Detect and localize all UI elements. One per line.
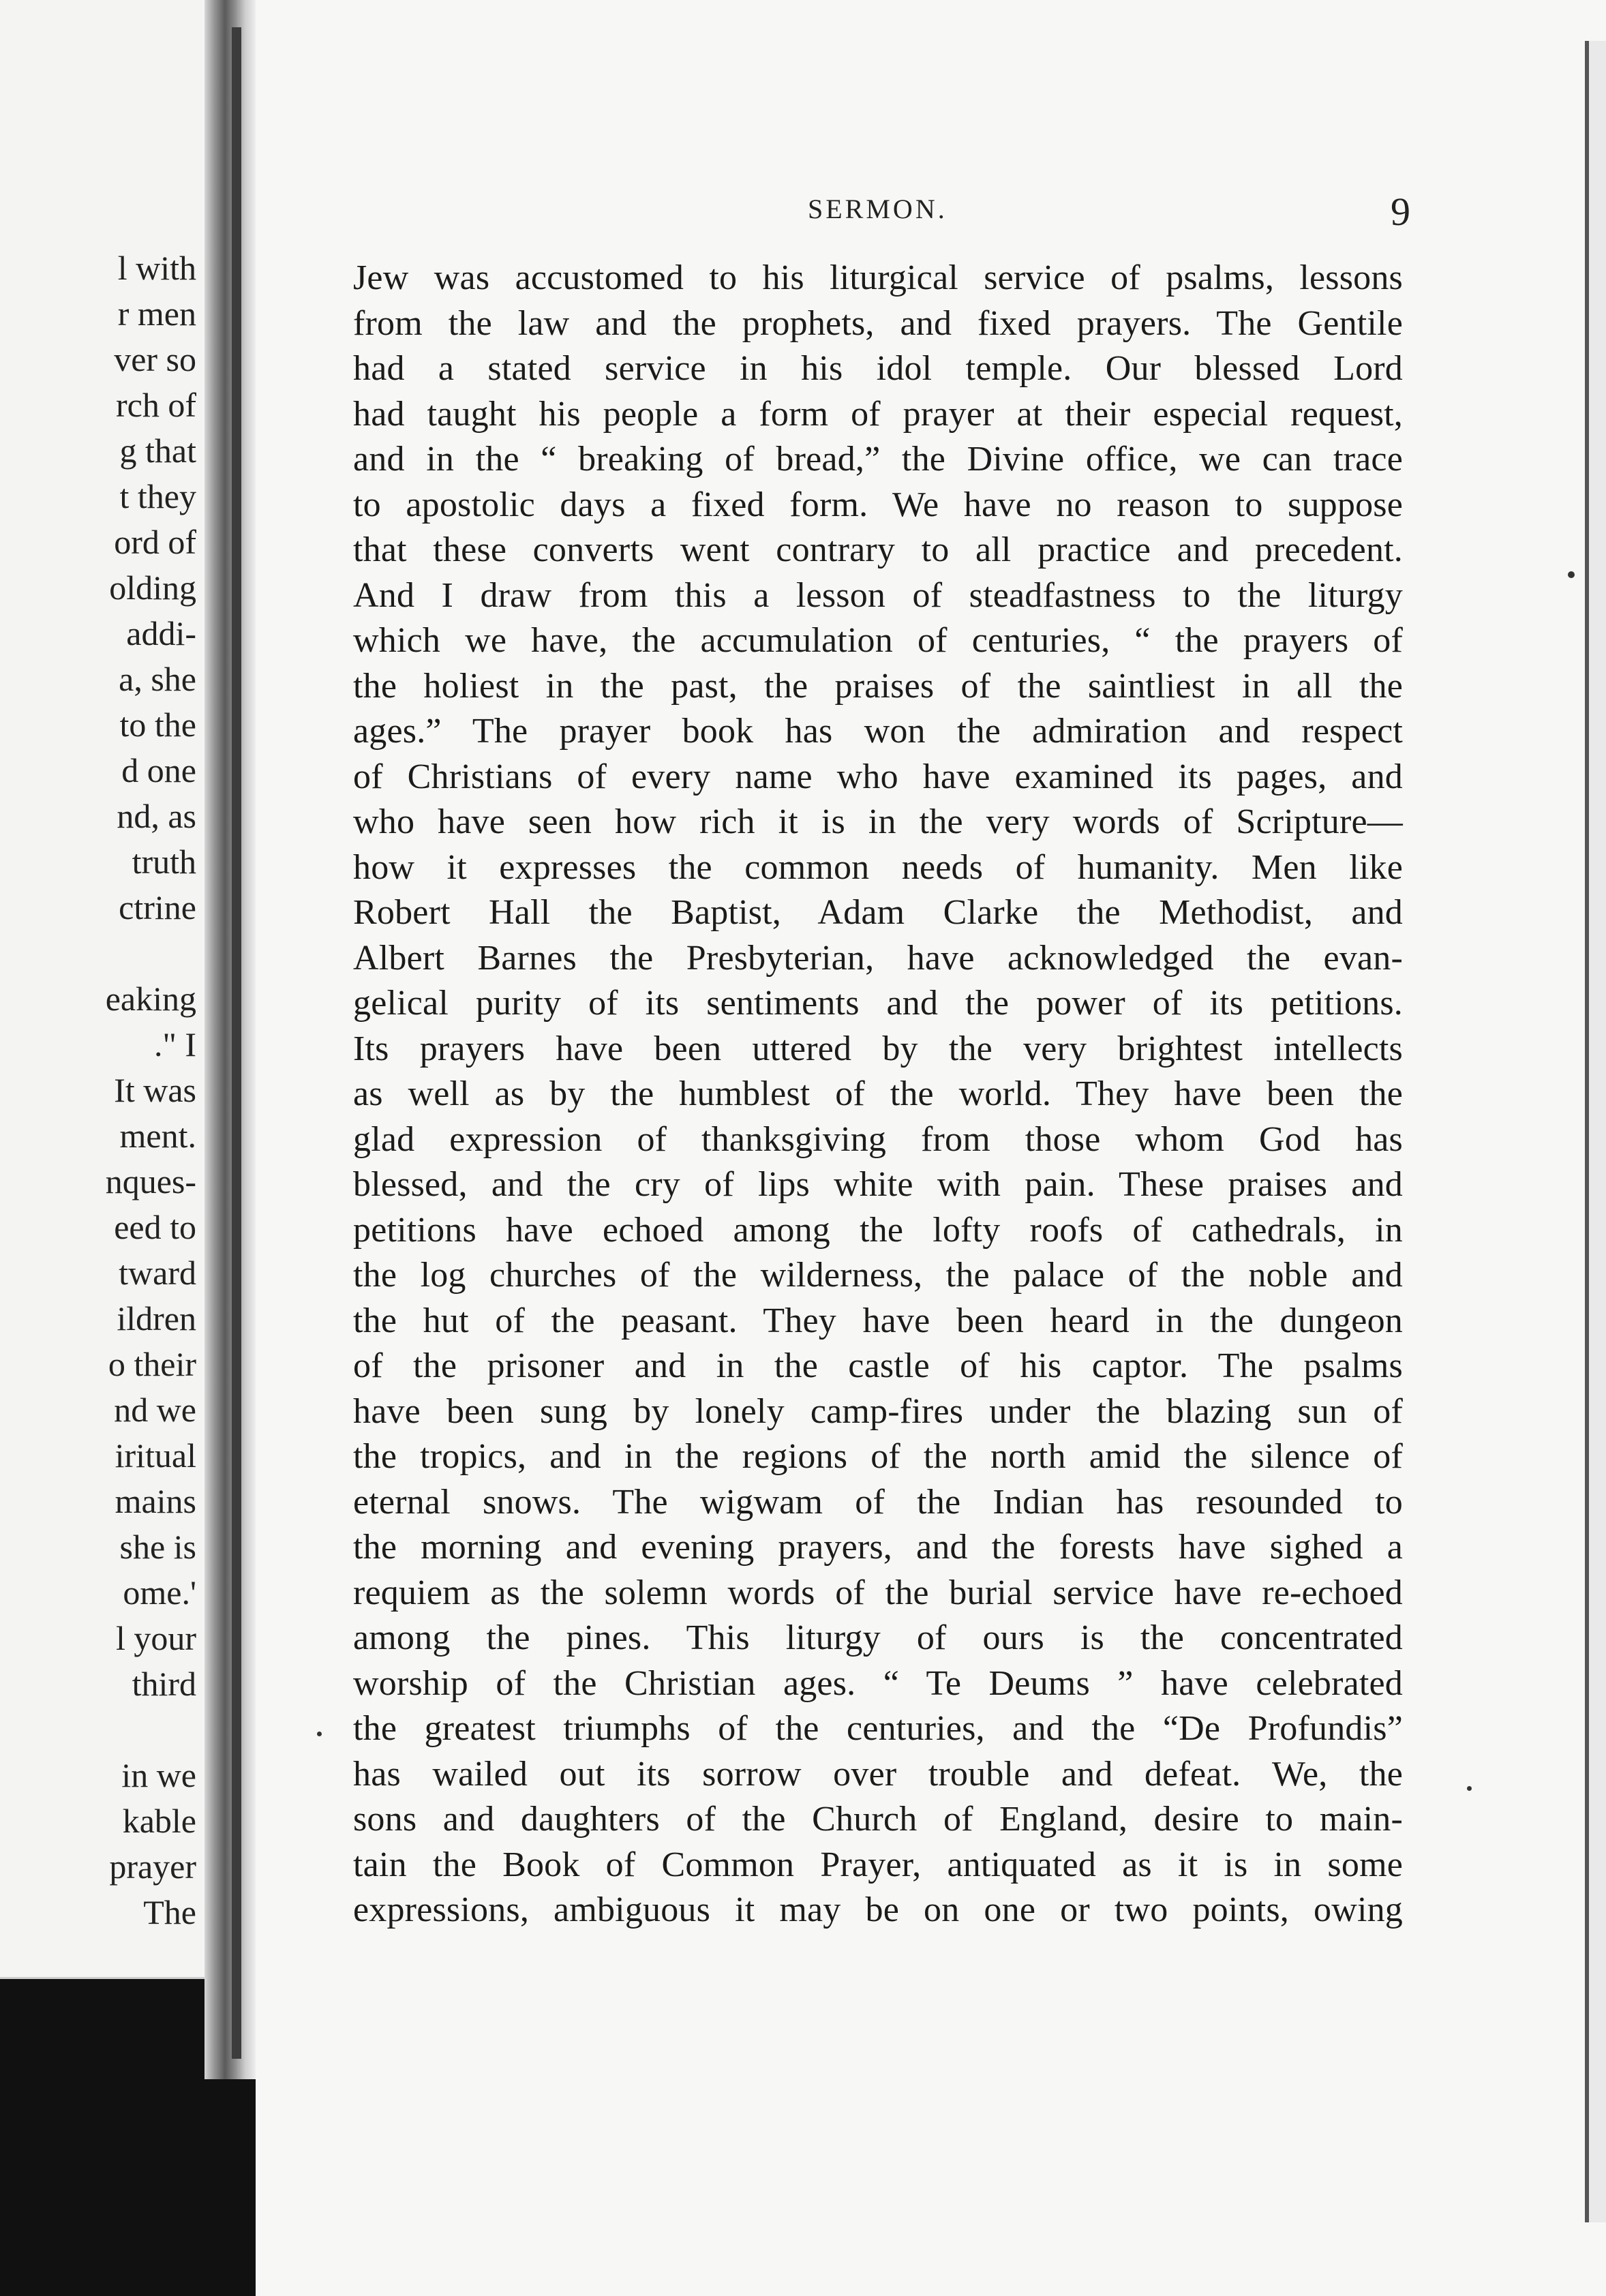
text-line: that these converts went contrary to all practice and precedent. — [353, 530, 1403, 569]
left-page-line: nd we — [114, 1391, 196, 1429]
left-page-line: tward — [119, 1254, 196, 1292]
page-number: 9 — [1391, 190, 1410, 234]
text-line: the greatest triumphs of the centuries, and the “De Profundis” — [353, 1709, 1403, 1748]
left-page-line: prayer — [109, 1847, 196, 1886]
text-line: eternal snows. The wigwam of the Indian has resounded to — [353, 1482, 1403, 1522]
left-page-line: r men — [117, 294, 196, 333]
text-line: Robert Hall the Baptist, Adam Clarke the Methodist, and — [353, 893, 1403, 932]
text-line: glad expression of thanksgiving from those whom God has — [353, 1119, 1403, 1159]
text-line: And I draw from this a lesson of steadfastness to the liturgy — [353, 575, 1403, 615]
text-line: the morning and evening prayers, and the forests have sighed a — [353, 1528, 1403, 1567]
body-text — [353, 256, 1403, 1933]
left-page-line: ment. — [119, 1117, 196, 1155]
text-line: from the law and the prophets, and fixed prayers. The Gentile — [353, 303, 1403, 343]
text-line: who have seen how rich it is in the very words of Scripture— — [353, 802, 1403, 841]
left-page-line: It was — [114, 1071, 196, 1109]
left-page-line: in we — [121, 1756, 196, 1794]
text-line: which we have, the accumulation of centuries, “ the prayers of — [353, 621, 1403, 660]
text-line: had taught his people a form of prayer at their especial request, — [353, 394, 1403, 434]
text-line: and in the “ breaking of bread,” the Divine office, we can trace — [353, 440, 1403, 479]
left-page-line: truth — [132, 843, 196, 881]
left-page-line: olding — [109, 569, 196, 607]
left-page-line: ctrine — [119, 888, 196, 926]
text-line: has wailed out its sorrow over trouble and defeat. We, the — [353, 1754, 1403, 1794]
left-page-text — [0, 245, 196, 1935]
text-line: had a stated service in his idol temple. Our blessed Lord — [353, 349, 1403, 388]
book-gutter — [204, 0, 256, 2079]
running-head: SERMON. — [808, 194, 948, 224]
text-line: gelical purity of its sentiments and the power of its petitions. — [353, 984, 1403, 1023]
left-page-line: addi- — [126, 614, 196, 652]
text-line: the tropics, and in the regions of the north amid the silence of — [353, 1437, 1403, 1476]
text-line: expressions, ambiguous it may be on one or two points, owing — [353, 1890, 1403, 1929]
page-edge — [1585, 41, 1606, 2222]
left-page-line — [0, 1707, 196, 1753]
text-line: worship of the Christian ages. “ Te Deums ” have celebrated — [353, 1663, 1403, 1703]
left-page-line: The — [143, 1893, 196, 1931]
left-page-line: l with — [117, 249, 196, 287]
text-line: sons and daughters of the Church of England, desire to main- — [353, 1800, 1403, 1839]
text-line: the log churches of the wilderness, the palace of the noble and — [353, 1256, 1403, 1295]
left-page-line: ." I — [153, 1025, 196, 1063]
text-line: the holiest in the past, the praises of the saintliest in all the — [353, 666, 1403, 706]
text-line: Jew was accustomed to his liturgical service of psalms, lessons — [353, 258, 1403, 297]
left-page — [0, 0, 204, 1979]
left-page-line: nques- — [105, 1162, 196, 1200]
ink-speck — [1467, 1786, 1472, 1791]
text-line: blessed, and the cry of lips white with pain. These praises and — [353, 1165, 1403, 1204]
text-line: of the prisoner and in the castle of his captor. The psalms — [353, 1346, 1403, 1385]
left-page-line: eed to — [114, 1208, 196, 1246]
left-page-line — [0, 931, 196, 976]
text-line: have been sung by lonely camp-fires under the blazing sun of — [353, 1391, 1403, 1431]
left-page-line: a, she — [119, 660, 196, 698]
left-page-line: t they — [119, 477, 196, 515]
text-line: tain the Book of Common Prayer, antiquated as it is in some — [353, 1845, 1403, 1884]
left-page-line: mains — [115, 1482, 196, 1520]
left-page-line: g that — [119, 432, 196, 470]
left-page-line: ildren — [117, 1299, 196, 1338]
left-page-line: ver so — [114, 340, 196, 378]
text-line: petitions have echoed among the lofty roofs of cathedrals, in — [353, 1210, 1403, 1250]
left-page-line: rch of — [116, 386, 196, 424]
left-page-line: l your — [115, 1619, 196, 1657]
text-line: among the pines. This liturgy of ours is the concentrated — [353, 1618, 1403, 1657]
left-page-line: eaking — [105, 980, 196, 1018]
left-page-line: to the — [119, 706, 196, 744]
text-line: as well as by the humblest of the world. They have been the — [353, 1074, 1403, 1113]
left-page-line: iritual — [115, 1436, 196, 1475]
ink-speck — [1568, 571, 1575, 578]
left-page-line: ome.' — [123, 1573, 196, 1612]
text-line: to apostolic days a fixed form. We have no reason to suppose — [353, 485, 1403, 524]
gutter-shadow — [232, 27, 241, 2059]
left-page-line: o their — [108, 1345, 196, 1383]
text-line: ages.” The prayer book has won the admiration and respect — [353, 712, 1403, 751]
left-page-line: nd, as — [117, 797, 196, 835]
left-page-line: third — [132, 1665, 196, 1703]
text-line: how it expresses the common needs of humanity. Men like — [353, 847, 1403, 887]
text-line: the hut of the peasant. They have been heard in the dungeon — [353, 1301, 1403, 1340]
text-line: Albert Barnes the Presbyterian, have acknowledged the evan- — [353, 938, 1403, 978]
text-line: requiem as the solemn words of the burial service have re-echoed — [353, 1573, 1403, 1612]
left-page-line: kable — [122, 1802, 196, 1840]
left-page-line: d one — [121, 751, 196, 789]
text-line: Its prayers have been uttered by the very brightest intellects — [353, 1029, 1403, 1068]
left-page-line: she is — [119, 1528, 196, 1566]
left-page-line: ord of — [114, 523, 196, 561]
ink-speck — [317, 1732, 322, 1736]
text-line: of Christians of every name who have examined its pages, and — [353, 757, 1403, 796]
